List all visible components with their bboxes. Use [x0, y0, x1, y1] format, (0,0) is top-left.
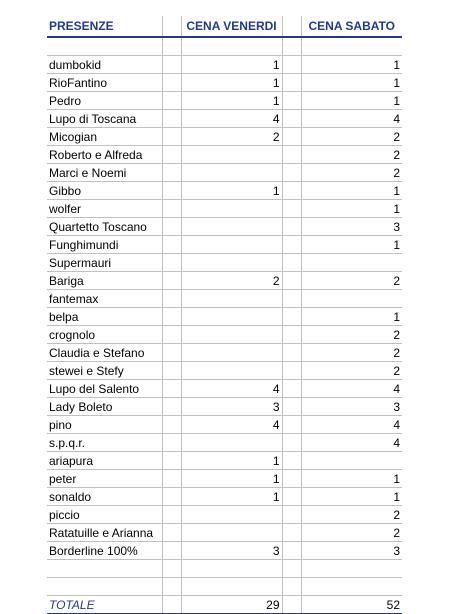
spacer-cell[interactable]	[162, 488, 181, 506]
saturday-cell[interactable]: 3	[301, 398, 402, 416]
friday-cell[interactable]: 1	[181, 452, 282, 470]
friday-cell[interactable]: 2	[181, 128, 282, 146]
table-row	[47, 362, 402, 380]
name-cell[interactable]: peter	[47, 470, 162, 488]
spacer-cell[interactable]	[162, 254, 181, 272]
spacer-cell[interactable]	[282, 524, 301, 542]
friday-cell[interactable]	[181, 326, 282, 344]
saturday-cell[interactable]: 2	[301, 146, 402, 164]
header-row	[47, 16, 402, 37]
friday-cell[interactable]	[181, 218, 282, 236]
spacer-cell[interactable]	[282, 164, 301, 182]
name-cell[interactable]: Gibbo	[47, 182, 162, 200]
friday-cell[interactable]	[181, 344, 282, 362]
spacer-cell[interactable]	[162, 92, 181, 110]
header-spacer-cell[interactable]	[162, 16, 181, 37]
saturday-cell[interactable]: 4	[301, 416, 402, 434]
spacer-cell[interactable]	[282, 56, 301, 74]
name-cell[interactable]	[47, 578, 162, 596]
table-row	[47, 470, 402, 488]
spacer-cell[interactable]	[162, 416, 181, 434]
saturday-cell[interactable]: 1	[301, 200, 402, 218]
spacer-cell[interactable]	[162, 560, 181, 578]
table-row	[47, 326, 402, 344]
saturday-cell[interactable]: 2	[301, 344, 402, 362]
spacer-cell[interactable]	[162, 362, 181, 380]
name-cell[interactable]: ariapura	[47, 452, 162, 470]
spacer-cell[interactable]	[282, 182, 301, 200]
friday-cell[interactable]: 3	[181, 398, 282, 416]
spacer-cell[interactable]	[282, 128, 301, 146]
table-body	[47, 37, 402, 596]
saturday-cell[interactable]: 1	[301, 74, 402, 92]
spacer-cell[interactable]	[162, 200, 181, 218]
saturday-cell[interactable]	[301, 578, 402, 596]
name-cell[interactable]: pino	[47, 416, 162, 434]
friday-cell[interactable]	[181, 290, 282, 308]
name-cell[interactable]: dumbokid	[47, 56, 162, 74]
name-cell[interactable]: s.p.q.r.	[47, 434, 162, 452]
saturday-cell[interactable]: 1	[301, 182, 402, 200]
saturday-cell[interactable]: 1	[301, 488, 402, 506]
spacer-cell[interactable]	[282, 362, 301, 380]
name-cell[interactable]: Micogian	[47, 128, 162, 146]
saturday-cell[interactable]: 2	[301, 362, 402, 380]
spacer-cell[interactable]	[282, 578, 301, 596]
name-cell[interactable]: stewei e Stefy	[47, 362, 162, 380]
spacer-cell[interactable]	[162, 74, 181, 92]
table-row	[47, 434, 402, 452]
table-row	[47, 92, 402, 110]
table-row	[47, 488, 402, 506]
friday-cell[interactable]: 1	[181, 92, 282, 110]
spacer-cell[interactable]	[282, 434, 301, 452]
spacer-cell[interactable]	[282, 452, 301, 470]
saturday-cell[interactable]: 1	[301, 236, 402, 254]
table-row	[47, 416, 402, 434]
name-cell[interactable]: belpa	[47, 308, 162, 326]
table-row	[47, 74, 402, 92]
friday-cell[interactable]: 1	[181, 74, 282, 92]
name-cell[interactable]: Roberto e Alfreda	[47, 146, 162, 164]
spacer-cell[interactable]	[162, 470, 181, 488]
name-cell[interactable]: Supermauri	[47, 254, 162, 272]
spacer-cell[interactable]	[162, 236, 181, 254]
table-row	[47, 506, 402, 524]
spacer-cell[interactable]	[162, 290, 181, 308]
spacer-cell[interactable]	[162, 578, 181, 596]
spacer-cell[interactable]	[282, 416, 301, 434]
total-spacer-cell[interactable]	[162, 596, 181, 614]
saturday-cell[interactable]: 1	[301, 308, 402, 326]
name-cell[interactable]: fantemax	[47, 290, 162, 308]
spacer-cell[interactable]	[282, 290, 301, 308]
friday-cell[interactable]	[181, 524, 282, 542]
saturday-cell[interactable]	[301, 37, 402, 56]
spacer-cell[interactable]	[162, 434, 181, 452]
table-row	[47, 110, 402, 128]
friday-cell[interactable]	[181, 506, 282, 524]
spacer-cell[interactable]	[162, 542, 181, 560]
table-row	[47, 56, 402, 74]
total-friday[interactable]: 29	[181, 596, 282, 614]
header-spacer-cell[interactable]	[282, 16, 301, 37]
spacer-cell[interactable]	[162, 524, 181, 542]
saturday-cell[interactable]: 2	[301, 326, 402, 344]
table-row	[47, 290, 402, 308]
total-row	[47, 596, 402, 614]
saturday-cell[interactable]: 2	[301, 524, 402, 542]
saturday-cell[interactable]: 2	[301, 506, 402, 524]
friday-cell[interactable]	[181, 308, 282, 326]
friday-cell[interactable]: 3	[181, 542, 282, 560]
friday-cell[interactable]: 1	[181, 182, 282, 200]
friday-cell[interactable]	[181, 37, 282, 56]
spacer-cell[interactable]	[162, 182, 181, 200]
name-cell[interactable]	[47, 560, 162, 578]
saturday-cell[interactable]	[301, 254, 402, 272]
table-row	[47, 578, 402, 596]
spacer-cell[interactable]	[282, 74, 301, 92]
name-cell[interactable]: Ratatuille e Arianna	[47, 524, 162, 542]
spacer-cell[interactable]	[162, 380, 181, 398]
table-row	[47, 308, 402, 326]
saturday-cell[interactable]: 2	[301, 164, 402, 182]
spacer-cell[interactable]	[282, 236, 301, 254]
spacer-cell[interactable]	[282, 560, 301, 578]
saturday-cell[interactable]: 4	[301, 380, 402, 398]
table-row	[47, 254, 402, 272]
name-cell[interactable]	[47, 37, 162, 56]
saturday-cell[interactable]: 1	[301, 56, 402, 74]
spacer-cell[interactable]	[162, 452, 181, 470]
friday-cell[interactable]: 2	[181, 272, 282, 290]
spacer-cell[interactable]	[162, 344, 181, 362]
spacer-cell[interactable]	[162, 128, 181, 146]
table-row	[47, 146, 402, 164]
name-cell[interactable]: piccio	[47, 506, 162, 524]
friday-cell[interactable]: 4	[181, 110, 282, 128]
table-row	[47, 560, 402, 578]
friday-cell[interactable]	[181, 236, 282, 254]
spacer-cell[interactable]	[282, 200, 301, 218]
friday-cell[interactable]: 4	[181, 380, 282, 398]
spacer-cell[interactable]	[282, 398, 301, 416]
spacer-cell[interactable]	[282, 506, 301, 524]
table-row	[47, 380, 402, 398]
spacer-cell[interactable]	[162, 326, 181, 344]
spacer-cell[interactable]	[282, 254, 301, 272]
header-cena-venerdi[interactable]: CENA VENERDI	[181, 16, 282, 37]
friday-cell[interactable]	[181, 200, 282, 218]
table-row	[47, 452, 402, 470]
spacer-cell[interactable]	[282, 344, 301, 362]
table-row	[47, 200, 402, 218]
spacer-cell[interactable]	[162, 37, 181, 56]
table-row	[47, 37, 402, 56]
saturday-cell[interactable]	[301, 560, 402, 578]
spacer-cell[interactable]	[162, 398, 181, 416]
spacer-cell[interactable]	[162, 272, 181, 290]
spacer-cell[interactable]	[282, 272, 301, 290]
table-row	[47, 182, 402, 200]
name-cell[interactable]: sonaldo	[47, 488, 162, 506]
friday-cell[interactable]: 1	[181, 470, 282, 488]
saturday-cell[interactable]	[301, 452, 402, 470]
saturday-cell[interactable]: 4	[301, 110, 402, 128]
friday-cell[interactable]	[181, 146, 282, 164]
spacer-cell[interactable]	[282, 92, 301, 110]
spacer-cell[interactable]	[162, 308, 181, 326]
table-row	[47, 524, 402, 542]
total-saturday[interactable]: 52	[301, 596, 402, 614]
friday-cell[interactable]	[181, 578, 282, 596]
total-spacer-cell[interactable]	[282, 596, 301, 614]
spacer-cell[interactable]	[282, 542, 301, 560]
name-cell[interactable]: Marci e Noemi	[47, 164, 162, 182]
spacer-cell[interactable]	[282, 308, 301, 326]
spacer-cell[interactable]	[282, 37, 301, 56]
friday-cell[interactable]	[181, 560, 282, 578]
friday-cell[interactable]	[181, 362, 282, 380]
name-cell[interactable]: Funghimundi	[47, 236, 162, 254]
table-row	[47, 128, 402, 146]
saturday-cell[interactable]: 1	[301, 470, 402, 488]
total-label[interactable]: TOTALE	[47, 596, 162, 614]
spacer-cell[interactable]	[282, 380, 301, 398]
table-row	[47, 236, 402, 254]
spacer-cell[interactable]	[162, 56, 181, 74]
name-cell[interactable]: crognolo	[47, 326, 162, 344]
name-cell[interactable]: Lupo del Salento	[47, 380, 162, 398]
name-cell[interactable]: Bariga	[47, 272, 162, 290]
attendance-sheet	[47, 16, 402, 614]
friday-cell[interactable]	[181, 434, 282, 452]
header-cena-sabato[interactable]: CENA SABATO	[301, 16, 402, 37]
friday-cell[interactable]	[181, 254, 282, 272]
name-cell[interactable]: Claudia e Stefano	[47, 344, 162, 362]
spacer-cell[interactable]	[162, 146, 181, 164]
spacer-cell[interactable]	[162, 110, 181, 128]
header-presenze[interactable]: PRESENZE	[47, 16, 162, 37]
table-row	[47, 164, 402, 182]
spacer-cell[interactable]	[282, 218, 301, 236]
name-cell[interactable]: Borderline 100%	[47, 542, 162, 560]
spacer-cell[interactable]	[162, 218, 181, 236]
spacer-cell[interactable]	[282, 110, 301, 128]
table-row	[47, 272, 402, 290]
saturday-cell[interactable]: 2	[301, 272, 402, 290]
saturday-cell[interactable]: 2	[301, 128, 402, 146]
saturday-cell[interactable]: 1	[301, 92, 402, 110]
spacer-cell[interactable]	[162, 164, 181, 182]
spacer-cell[interactable]	[282, 146, 301, 164]
saturday-cell[interactable]: 3	[301, 542, 402, 560]
attendance-table	[47, 16, 402, 614]
table-row	[47, 218, 402, 236]
name-cell[interactable]: Quartetto Toscano	[47, 218, 162, 236]
friday-cell[interactable]: 1	[181, 56, 282, 74]
name-cell[interactable]: Pedro	[47, 92, 162, 110]
friday-cell[interactable]: 4	[181, 416, 282, 434]
name-cell[interactable]: Lupo di Toscana	[47, 110, 162, 128]
saturday-cell[interactable]: 4	[301, 434, 402, 452]
friday-cell[interactable]: 1	[181, 488, 282, 506]
name-cell[interactable]: Lady Boleto	[47, 398, 162, 416]
name-cell[interactable]: wolfer	[47, 200, 162, 218]
name-cell[interactable]: RioFantino	[47, 74, 162, 92]
spacer-cell[interactable]	[282, 488, 301, 506]
table-row	[47, 542, 402, 560]
friday-cell[interactable]	[181, 164, 282, 182]
spacer-cell[interactable]	[162, 506, 181, 524]
saturday-cell[interactable]: 3	[301, 218, 402, 236]
table-row	[47, 398, 402, 416]
spacer-cell[interactable]	[282, 470, 301, 488]
table-row	[47, 344, 402, 362]
saturday-cell[interactable]	[301, 290, 402, 308]
spacer-cell[interactable]	[282, 326, 301, 344]
